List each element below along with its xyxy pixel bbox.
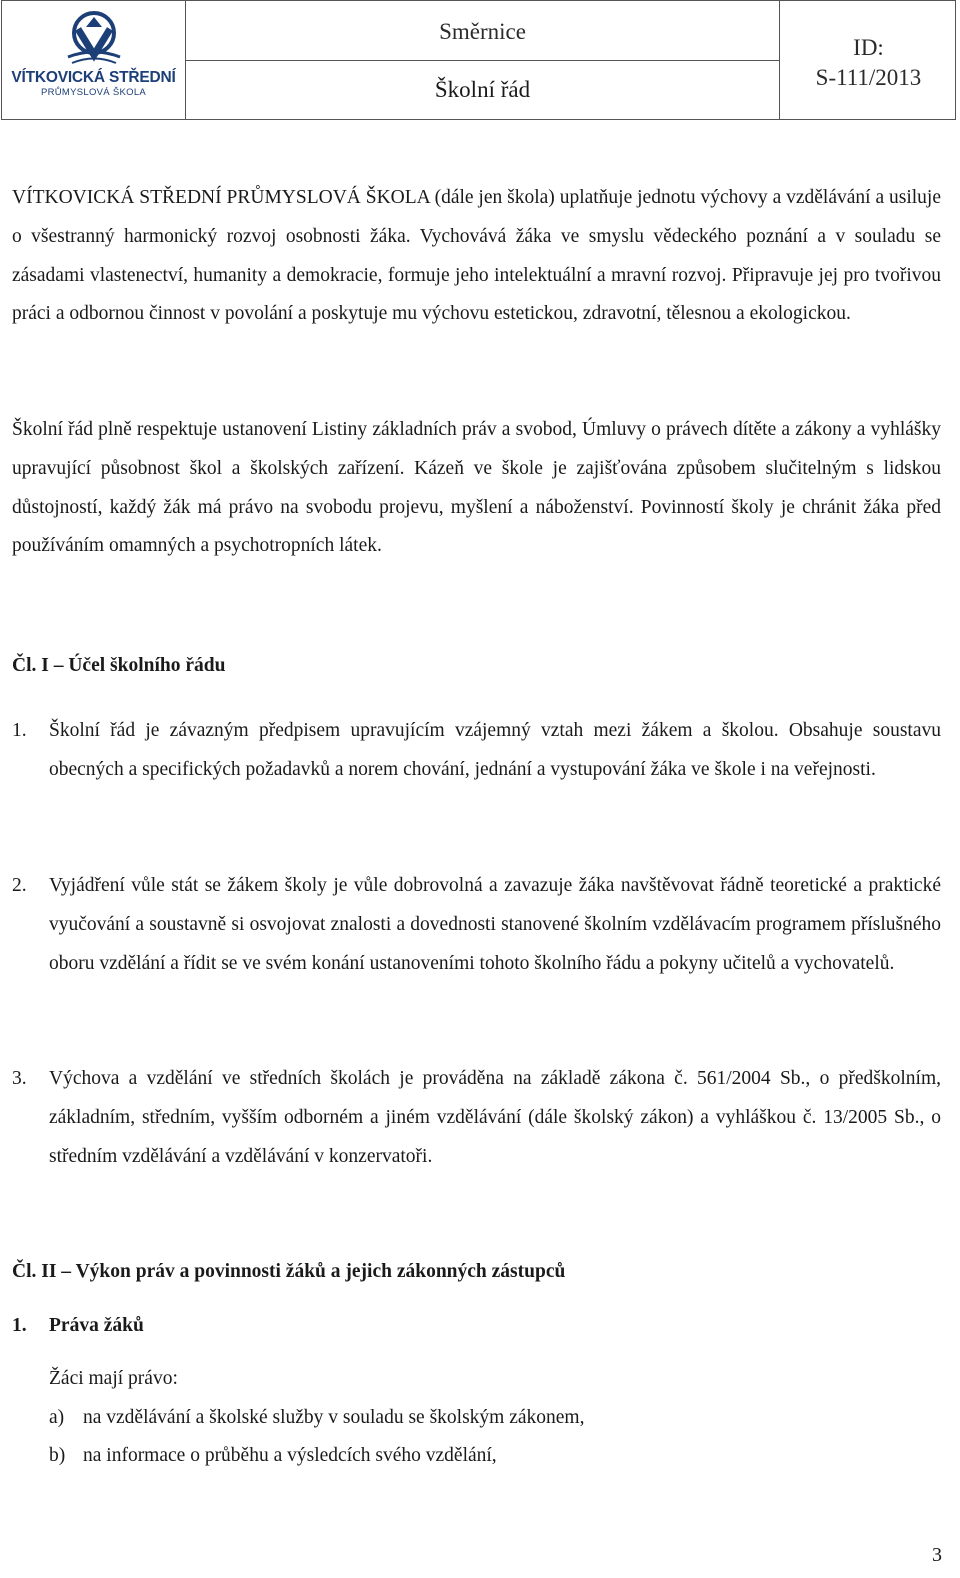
- section-1-intro: Žáci mají právo:: [49, 1368, 178, 1389]
- list-item: [12, 1060, 941, 1176]
- header-title-cell: [186, 1, 780, 119]
- list-item-number: 3.: [12, 1068, 27, 1089]
- list-item: [12, 867, 941, 983]
- document-id-label: ID:: [853, 35, 884, 60]
- page-number: 3: [932, 1544, 942, 1566]
- school-emblem-icon: [64, 11, 124, 67]
- document-header: [1, 0, 956, 120]
- intro-paragraph-1: VÍTKOVICKÁ STŘEDNÍ PRŮMYSLOVÁ ŠKOLA (dále jen škola) uplatňuje jednotu výchovy a vzdělávání a usiluje o všestranný harmonický rozvoj osobnosti žáka. Vychovává žáka ve smyslu vědeckého poznání a v souladu se zásadami vlastenectví, humanity a demokracie, formuje jeho intelektuální a mravní rozvoj. Připravuje jej pro tvořivou práci a odbornou činnost v povolání a poskytuje mu výchovu estetickou, zdravotní, tělesnou a ekologickou.: [12, 187, 941, 325]
- rights-item-label: a): [49, 1407, 65, 1428]
- document-type: Směrnice: [186, 1, 779, 61]
- school-logo: [2, 1, 186, 119]
- logo-school-name: VÍTKOVICKÁ STŘEDNÍ: [11, 69, 176, 86]
- list-item-number: 1.: [12, 720, 27, 741]
- list-item-text: Školní řád je závazným předpisem upravujícím vzájemný vztah mezi žákem a školou. Obsahuje soustavu obecných a specifických požadavků a norem chování, jednání a vystupování žáka ve škole i na veřejnosti.: [49, 720, 941, 780]
- list-item-text: Výchova a vzdělání ve středních školách je prováděna na základě zákona č. 561/2004 Sb., o předškolním, základním, středním, vyšším odborném a jiném vzdělávání (dále školský zákon) a vyhláškou č. 13/2005 Sb., o středním vzdělávání a vzdělávání v konzervatoři.: [49, 1068, 941, 1167]
- list-item-text: Vyjádření vůle stát se žákem školy je vůle dobrovolná a zavazuje žáka navštěvovat řádně teoretické a praktické vyučování a soustavně si osvojovat znalosti a dovednosti stanovené školním vzdělávacím programem příslušného oboru vzdělání a řídit se ve svém konání ustanoveními tohoto školního řádu a pokyny učitelů a vychovatelů.: [49, 875, 941, 974]
- rights-item-text: na vzdělávání a školské služby v souladu se školským zákonem,: [83, 1407, 585, 1428]
- list-item-number: 2.: [12, 875, 27, 896]
- document-id-value: S-111/2013: [815, 65, 922, 90]
- article-2-heading: Čl. II – Výkon práv a povinnosti žáků a jejich zákonných zástupců: [12, 1261, 566, 1282]
- document-id-cell: [780, 1, 957, 119]
- rights-item-label: b): [49, 1445, 66, 1466]
- intro-paragraph-2: Školní řád plně respektuje ustanovení Listiny základních práv a svobod, Úmluvy o právech dítěte a zákony a vyhlášky upravující působnost škol a školských zařízení. Kázeň ve škole je zajišťována způsobem slučitelným s lidskou důstojností, každý žák má právo na svobodu projevu, myšlení a náboženství. Povinností školy je chránit žáka před používáním omamných a psychotropních látek.: [12, 419, 941, 557]
- section-1-title: Práva žáků: [49, 1315, 144, 1336]
- list-item: [12, 712, 941, 790]
- document-title: Školní řád: [434, 77, 531, 102]
- rights-item-text: na informace o průběhu a výsledcích svého vzdělání,: [83, 1445, 497, 1466]
- logo-school-subtitle: PRŮMYSLOVÁ ŠKOLA: [40, 87, 147, 98]
- article-1-heading: Čl. I – Účel školního řádu: [12, 655, 226, 676]
- section-1-number: 1.: [12, 1315, 27, 1336]
